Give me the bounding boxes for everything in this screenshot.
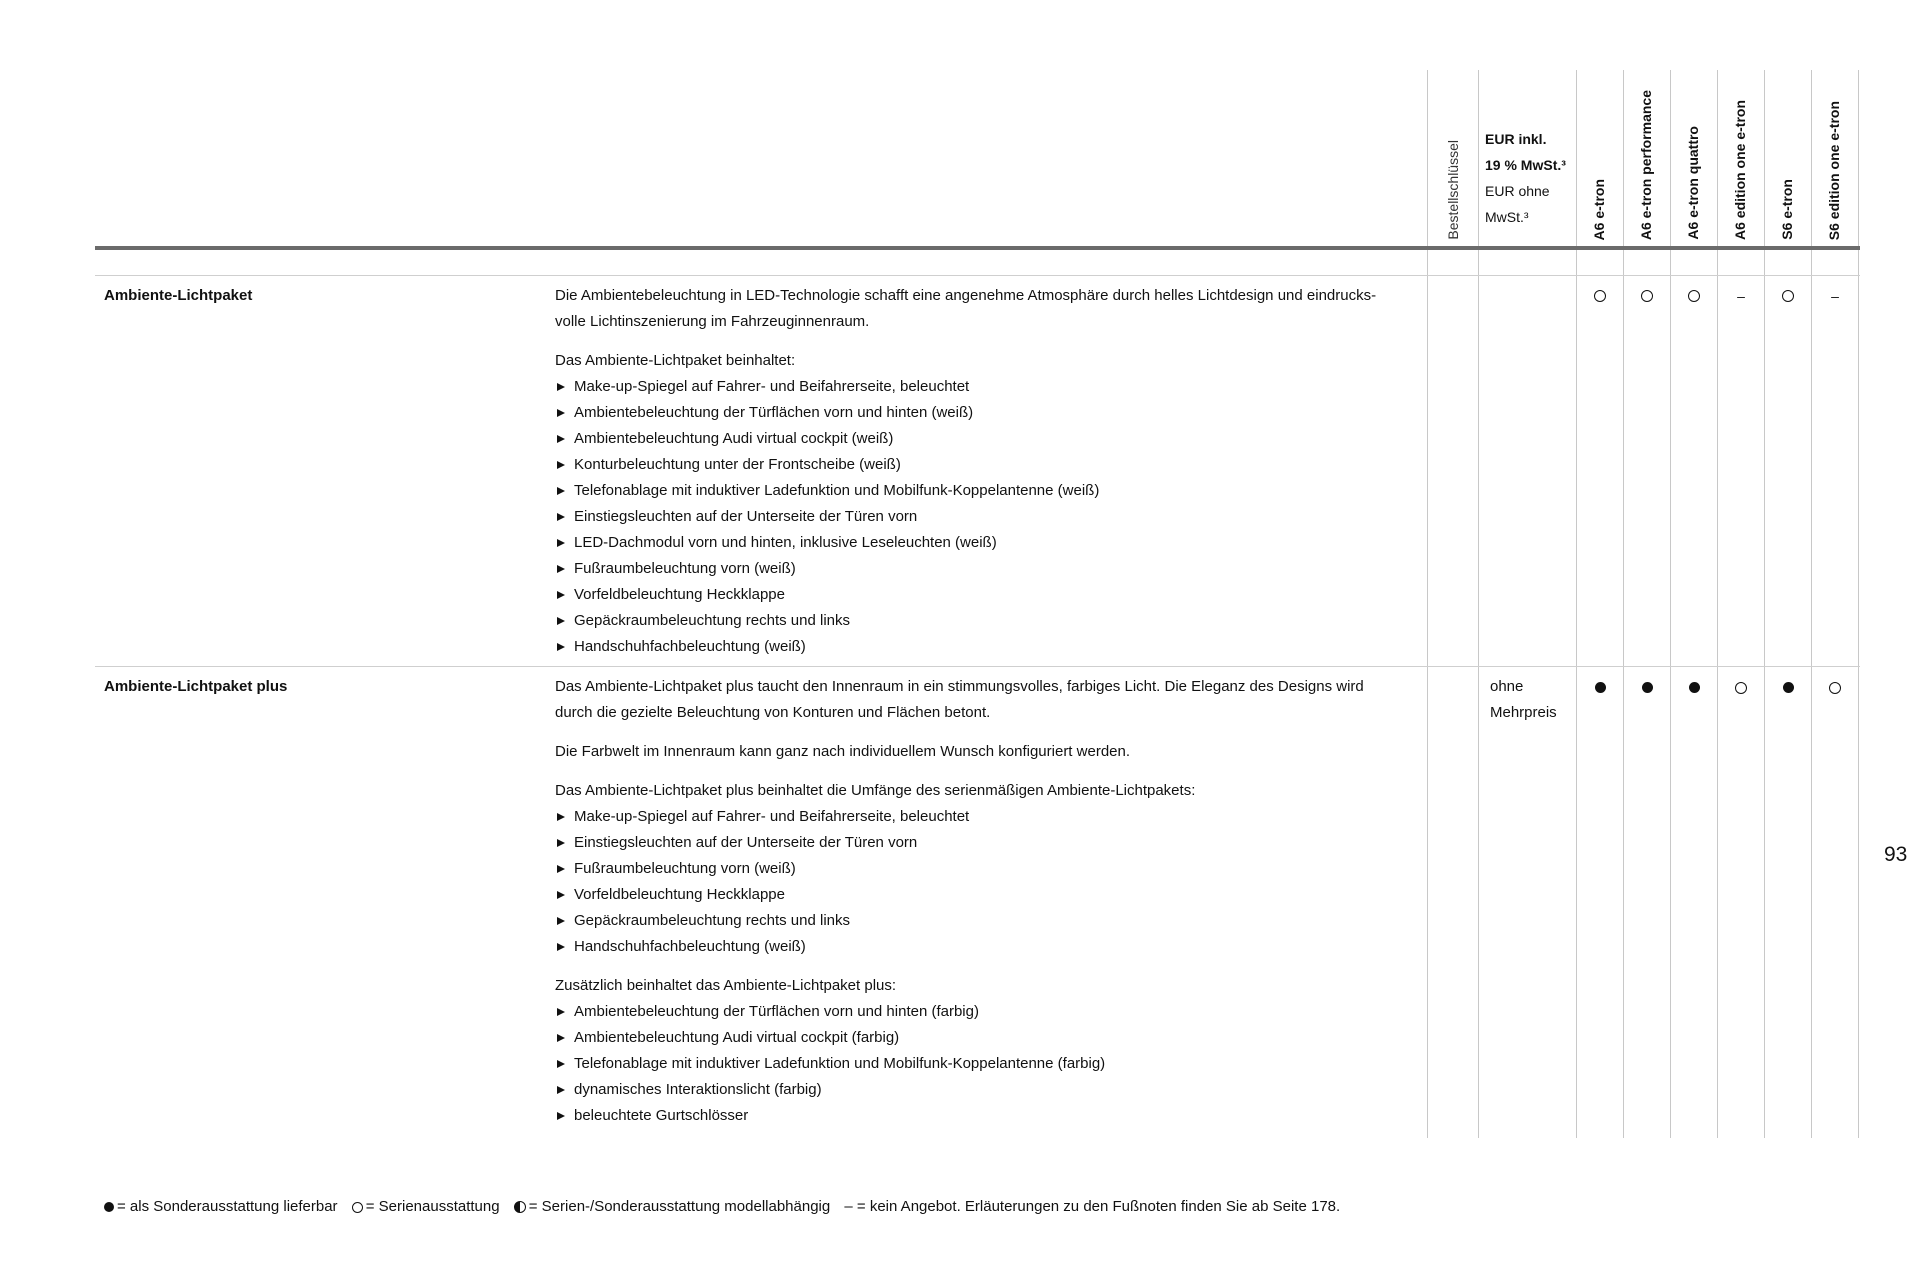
feature-list — [555, 374, 1415, 660]
legend-serie: = Serienausstattung — [365, 1198, 500, 1215]
color-note: Die Farbwelt im Innenraum kann ganz nach individuellem Wunsch konfiguriert werden. — [555, 743, 1131, 760]
row-intro: Das Ambiente-Lichtpaket plus taucht den Innenraum in ein stimmungsvolles, farbiges Licht. Die Eleganz des Designs wird durch die gezielte Beleuchtung von Konturen und Flächen betont. — [555, 678, 1364, 721]
serie-mark-icon — [1825, 678, 1845, 698]
header-price: EUR inkl. 19 % MwSt.³ EUR ohne MwSt.³ — [1485, 131, 1566, 225]
list-item: Ambientebeleuchtung Audi virtual cockpit (weiß) — [555, 426, 1415, 452]
header-model-a6-etron-quattro: A6 e-tron quattro — [1685, 126, 1701, 240]
list-item: Make-up-Spiegel auf Fahrer- und Beifahrerseite, beleuchtet — [555, 374, 1415, 400]
header-model-a6-etron-performance: A6 e-tron performance — [1638, 89, 1654, 240]
list-item: Fußraumbeleuchtung vorn (weiß) — [555, 856, 1415, 882]
list-item: Einstiegsleuchten auf der Unterseite der Türen vorn — [555, 504, 1415, 530]
includes-label: Das Ambiente-Lichtpaket beinhaltet: — [555, 352, 796, 369]
serie-mark-icon — [1590, 286, 1610, 306]
list-item: Ambientebeleuchtung der Türflächen vorn und hinten (farbig) — [555, 999, 1415, 1025]
serie-mark-icon — [1637, 286, 1657, 306]
legend-mixed: = Serien-/Sonderausstattung modellabhängig — [528, 1198, 831, 1215]
header-order-key: Bestellschlüssel — [1445, 140, 1461, 240]
col-divider — [1764, 70, 1765, 1138]
row-title: Ambiente-Lichtpaket — [104, 287, 253, 304]
header-model-s6-etron: S6 e-tron — [1779, 179, 1795, 240]
legend — [104, 1198, 1340, 1215]
serie-symbol-icon — [352, 1202, 363, 1213]
col-divider — [1623, 70, 1624, 1138]
list-item: beleuchtete Gurtschlösser — [555, 1103, 1415, 1129]
list-item: Vorfeldbeleuchtung Heckklappe — [555, 582, 1415, 608]
list-item: Ambientebeleuchtung der Türflächen vorn und hinten (weiß) — [555, 400, 1415, 426]
col-divider — [1811, 70, 1812, 1138]
serie-mark-icon — [1731, 678, 1751, 698]
list-item: Make-up-Spiegel auf Fahrer- und Beifahrerseite, beleuchtet — [555, 804, 1415, 830]
col-divider — [1576, 70, 1577, 1138]
row-divider — [95, 275, 1860, 276]
list-item: Gepäckraumbeleuchtung rechts und links — [555, 608, 1415, 634]
header-model-a6-etron: A6 e-tron — [1591, 178, 1607, 240]
col-divider — [1478, 70, 1479, 1138]
legend-option: = als Sonderausstattung lieferbar — [117, 1198, 338, 1215]
header-model-a6-edition-one: A6 edition one e-tron — [1732, 100, 1748, 240]
col-divider — [1427, 70, 1428, 1138]
list-item: Einstiegsleuchten auf der Unterseite der Türen vorn — [555, 830, 1415, 856]
list-item: dynamisches Interaktionslicht (farbig) — [555, 1077, 1415, 1103]
list-item: Vorfeldbeleuchtung Heckklappe — [555, 882, 1415, 908]
list-item: Gepäckraumbeleuchtung rechts und links — [555, 908, 1415, 934]
row-title: Ambiente-Lichtpaket plus — [104, 678, 288, 695]
list-item: Ambientebeleuchtung Audi virtual cockpit (farbig) — [555, 1025, 1415, 1051]
list-item: Telefonablage mit induktiver Ladefunktion und Mobilfunk-Koppelantenne (weiß) — [555, 478, 1415, 504]
list-item: LED-Dachmodul vorn und hinten, inklusive Leseleuchten (weiß) — [555, 530, 1415, 556]
list-item: Fußraumbeleuchtung vorn (weiß) — [555, 556, 1415, 582]
option-mark-icon — [1684, 678, 1704, 698]
serie-mark-icon — [1778, 286, 1798, 306]
row-description — [555, 674, 1415, 1142]
additional-feature-list — [555, 999, 1415, 1129]
list-item: Konturbeleuchtung unter der Frontscheibe (weiß) — [555, 452, 1415, 478]
col-divider — [1858, 70, 1859, 1138]
additional-label: Zusätzlich beinhaltet das Ambiente-Lichtpaket plus: — [555, 977, 897, 994]
legend-none: – = kein Angebot. Erläuterungen zu den Fußnoten finden Sie ab Seite 178. — [844, 1198, 1341, 1215]
list-item: Handschuhfachbeleuchtung (weiß) — [555, 934, 1415, 960]
not-available-mark: – — [1737, 288, 1745, 304]
list-item: Telefonablage mit induktiver Ladefunktion und Mobilfunk-Koppelantenne (farbig) — [555, 1051, 1415, 1077]
option-mark-icon — [1778, 678, 1798, 698]
col-divider — [1670, 70, 1671, 1138]
serie-mark-icon — [1684, 286, 1704, 306]
list-item: Handschuhfachbeleuchtung (weiß) — [555, 634, 1415, 660]
col-divider — [1717, 70, 1718, 1138]
option-symbol-icon — [104, 1202, 114, 1212]
header-model-s6-edition-one: S6 edition one e-tron — [1826, 100, 1842, 240]
option-mark-icon — [1637, 678, 1657, 698]
page-number: 93 — [1884, 843, 1908, 866]
row-divider — [95, 666, 1860, 667]
header-rule — [95, 246, 1860, 250]
option-mark-icon — [1590, 678, 1610, 698]
row-intro: Die Ambientebeleuchtung in LED-Technologie schafft eine angenehme Atmosphäre durch helles Lichtdesign und eindrucks- volle Lichtinszenierung im Fahrzeuginnenraum. — [555, 287, 1377, 330]
includes-label: Das Ambiente-Lichtpaket plus beinhaltet die Umfänge des serienmäßigen Ambiente-Lichtpakets: — [555, 782, 1196, 799]
price-cell: ohne Mehrpreis — [1490, 678, 1557, 721]
row-description — [555, 283, 1415, 673]
not-available-mark: – — [1831, 288, 1839, 304]
feature-list — [555, 804, 1415, 960]
mixed-symbol-icon — [514, 1201, 526, 1213]
